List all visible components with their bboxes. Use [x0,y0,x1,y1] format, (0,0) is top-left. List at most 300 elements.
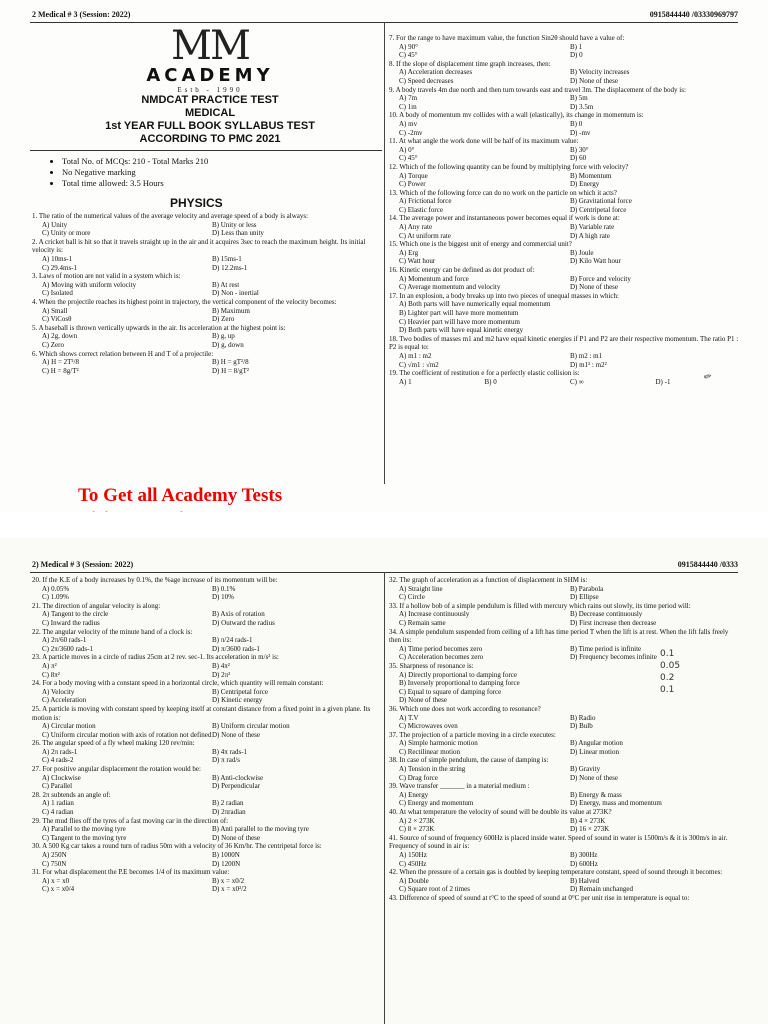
answer-option: D) Energy, mass and momentum [570,799,662,808]
answer-option: A) mv [399,119,418,128]
answer-option: B) 15ms-1 [212,254,242,263]
question-text: 30. A 500 Kg car takes a round turn of radius 50m with a velocity of 36 Km/hr. The centripetal force is: [32,842,322,851]
answer-option: D) Energy [570,180,600,189]
answer-options [32,610,382,627]
answer-option: A) Both parts will have numerically equal momentum [399,300,551,309]
question-text: 25. A particle is moving with constant speed by keeping itself at constant distance from a fixed point in a given plane. Its motion is: [32,704,371,722]
answer-option: D) Remain unchanged [570,885,633,894]
promo-line: To Get all Academy Tests [78,485,283,506]
answer-option: D) Ellipse [570,593,599,602]
answer-option: B) g, up [212,332,235,341]
answer-option: C) 1.09% [42,593,69,602]
answer-option: A) Energy [399,790,429,799]
answer-option: B) Inversely proportional to damping force [399,679,520,688]
question-item [32,868,382,894]
answer-option: C) 2π/3600 rads-1 [42,644,93,653]
answer-option: D) -mv [570,128,591,137]
answer-option: D) H = 8/gT² [212,366,249,375]
question-text: 12. Which of the following quantity can be found by multiplying force with velocity? [389,162,629,171]
answer-option: B) Centripetal force [212,687,268,696]
question-text: 39. Wave transfer _______ in a material medium : [389,782,530,791]
answer-option: C) 4 radian [42,808,74,817]
answer-option: C) ∞ [570,377,584,386]
answer-options [32,799,382,816]
answer-option: B) Joule [570,248,594,257]
answer-option: D) π rad/s [212,756,241,765]
left-column-questions [32,576,382,894]
answer-option: A) Velocity [42,687,75,696]
answer-option: C) H = 8g/T² [42,366,79,375]
answer-option: C) Tangent to the moving tyre [42,833,127,842]
answer-option: D) None of these [570,76,619,85]
question-item [389,60,741,86]
answer-options [389,94,741,111]
title-line: 1st YEAR FULL BOOK SYLLABUS TEST [105,120,315,132]
page-header-right: 0915844440 /0333 [677,560,738,569]
academy-logo [120,23,300,94]
answer-option: A) 0.05% [42,584,70,593]
answer-option: A) Circular motion [42,722,96,731]
answer-option: D) Both parts will have equal kinetic energy [399,326,524,335]
answer-options [32,722,382,739]
answer-option: D) None of these [570,773,619,782]
answer-option: B) 1 [570,42,583,51]
answer-options [389,714,741,731]
answer-options [32,877,382,894]
question-item [389,240,741,266]
answer-option: C) At uniform rate [399,231,451,240]
question-item [389,163,741,189]
question-item [32,272,382,298]
left-column-questions [32,212,382,375]
answer-option: A) Parallel to the moving tyre [42,825,126,834]
answer-option: A) 250N [42,851,67,859]
question-item [32,298,382,324]
question-text: 16. Kinetic energy can be defined as dot product of: [389,266,535,275]
answer-option: A) T.V [399,713,419,722]
answer-option: C) Zero [42,340,64,349]
answer-options [389,739,741,756]
answer-option: C) 45° [399,51,418,60]
question-text: 21. The direction of angular velocity is along: [32,601,161,610]
answer-option: A) Any rate [399,223,433,232]
answer-option: A) Directly proportional to damping force [399,670,517,679]
question-item [389,756,741,782]
answer-options [389,610,741,627]
question-text: 7. For the range to have maximum value, the function Sin2θ should have a value of: [389,34,625,42]
answer-option: C) Power [399,180,426,189]
section-heading: PHYSICS [170,196,223,210]
answer-option: D) 12.2ms-1 [212,263,248,272]
question-text: 13. Which of the following force can do no work on the particle on which it acts? [389,188,617,197]
answer-option: A) 2g, down [42,332,78,341]
question-item [32,628,382,654]
question-text: 32. The graph of acceleration as a function of displacement in SHM is: [389,576,588,584]
answer-option: B) x = x0/2 [212,876,245,885]
question-item [389,335,741,369]
info-item: • Total No. of MCQs: 210 - Total Marks 210 [62,156,208,167]
answer-option: D) 600Hz [570,859,598,868]
answer-option: D) 16 × 273K [570,825,610,834]
answer-option: A) 10ms-1 [42,254,73,263]
answer-option: D) Non - inertial [212,289,259,298]
question-item [389,662,741,705]
answer-option: C) Acceleration [42,696,87,705]
question-item [32,212,382,238]
answer-options [389,791,741,808]
question-text: 35. Sharpness of resonance is: [389,661,474,670]
question-item [32,705,382,739]
question-text: 26. The angular speed of a fly wheel making 120 rev/min: [32,739,195,748]
answer-option: B) Anti-clockwise [212,773,264,782]
answer-option: D) Less than unity [212,229,264,238]
answer-option: D) x = x0²/2 [212,885,247,894]
answer-option: B) Energy & mass [570,790,622,799]
answer-option: B) 30° [570,145,589,154]
answer-options [32,221,382,238]
answer-option: C) Rectilinear motion [399,747,461,756]
answer-option: B) 2 radian [212,799,244,808]
answer-options [389,223,741,240]
answer-option: A) Time period becomes zero [399,644,483,653]
answer-option: D) 2πradian [212,808,246,817]
answer-option: A) Tension in the string [399,765,466,774]
answer-option: D) -1 [655,377,671,386]
question-item [389,34,741,60]
page-header-left: 2 Medical # 3 (Session: 2022) [32,10,131,19]
answer-option: A) Straight line [399,584,443,593]
answer-options [389,43,741,60]
answer-options [389,765,741,782]
question-item [389,111,741,137]
answer-option: A) x = x0 [42,876,70,885]
question-text: 22. The angular velocity of the minute hand of a clock is: [32,627,193,636]
answer-option: C) 450Hz [399,859,427,868]
answer-option: B) Momentum [570,171,612,180]
answer-options [32,255,382,272]
question-item [389,189,741,215]
answer-option: C) 29.4ms-1 [42,263,77,272]
answer-option: C) Energy and momentum [399,799,474,808]
answer-option: A) 2π rads-1 [42,747,78,756]
column-divider [384,572,385,1024]
answer-option: B) Gravitational force [570,197,632,206]
question-text: 41. Source of sound of frequency 600Hz is placed inside water. Speed of sound in water is 1500m/s & it is 300m/s in air. Frequency of sound in air is: [389,833,728,851]
answer-option: A) Momentum and force [399,274,469,283]
question-text: 29. The mud flies off the tyres of a fast moving car in the direction of: [32,816,229,825]
answer-options [389,585,741,602]
question-text: 1. The ratio of the numerical values of the average velocity and average speed of a body is always: [32,212,309,220]
question-text: 15. Which one is the biggest unit of energy and commercial unit? [389,240,572,249]
page-header-right: 0915844440 /03330969797 [649,10,738,19]
question-item [389,86,741,112]
question-item [32,576,382,602]
question-text: 4. When the projectile reaches its highest point in trajectory, the vertical component of the velocity becomes: [32,297,337,306]
question-item [32,602,382,628]
answer-options [389,378,741,387]
question-text: 24. For a body moving with a constant speed in a horizontal circle, which quantity will remain constant: [32,679,324,688]
title-line: ACCORDING TO PMC 2021 [139,133,281,145]
answer-option: C) Heavier part will have more momentum [399,317,520,326]
answer-options [32,851,382,868]
answer-option: C) Square root of 2 times [399,885,470,894]
answer-option: A) 1 radian [42,799,74,808]
question-text: 23. A particle moves in a circle of radius 25cm at 2 rev. sec-1. Its acceleration in m/s² is: [32,653,279,662]
answer-option: B) 5m [570,94,588,103]
answer-option: B) m2 : m1 [570,351,603,360]
logo-mark: MM [171,23,249,69]
answer-option: C) 1m [399,102,417,111]
question-text: 28. 2π subtends an angle of: [32,790,111,799]
answer-option: A) 7m [399,94,418,103]
answer-option: B) Force and velocity [570,274,631,283]
answer-option: C) Watt hour [399,257,436,266]
answer-option: D) 0 [570,51,583,60]
question-item [389,868,741,894]
answer-options [32,358,382,375]
answer-option: D) None of these [212,833,261,842]
page-2 [0,538,768,1024]
logo-established: Estb - 1990 [177,86,243,94]
answer-option: A) Clockwise [42,773,81,782]
right-column-questions [389,34,741,386]
answer-option: C) Isolated [42,289,73,298]
question-text: 14. The average power and instantaneous power becomes equal if work is done at: [389,214,620,223]
answer-option: B) 300Hz [570,851,598,859]
answer-option: C) √m1 : √m2 [399,360,439,369]
answer-options [32,585,382,602]
answer-options [389,352,741,369]
answer-option: A) Double [399,876,429,885]
answer-option: A) Erg [399,248,419,257]
question-text: 42. When the pressure of a certain gas is doubled by keeping temperature constant, speed of sound through it becomes: [389,868,723,877]
answer-option: A) Increase continuously [399,610,470,619]
column-divider [384,22,385,484]
answer-option: B) Anti parallel to the moving tyre [212,825,309,834]
answer-option: B) π/24 rads-1 [212,636,253,645]
question-text: 33. If a hollow bob of a simple pendulum is filled with mercury which rains out slowly, its time period will: [389,601,691,610]
answer-option: C) 750N [42,859,67,868]
answer-option: B) 0.1% [212,584,236,593]
answer-options [32,825,382,842]
logo-name: ACADEMY [146,65,274,86]
answer-option: A) π² [42,661,57,670]
answer-option: B) Parabola [570,584,604,593]
answer-option: D) Frequency becomes infinite [570,653,657,662]
answer-options [32,307,382,324]
page-header-left: 2) Medical # 3 (Session: 2022) [32,560,134,569]
question-item [389,576,741,602]
answer-option: B) Maximum [212,306,250,315]
answer-option: B) Radio [570,713,596,722]
handwritten-notes: 0.1 0.05 0.2 0.1 [660,649,681,695]
right-column-questions [389,576,741,903]
question-item [389,894,741,903]
answer-option: B) Unity or less [212,220,257,229]
answer-option: B) 4π rads-1 [212,747,248,756]
answer-options [389,300,741,334]
question-text: 5. A baseball is thrown vertically upwards in the air. Its acceleration at the highest point is: [32,323,286,332]
answer-option: B) Variable rate [570,223,615,232]
handwritten-mark: ✎ [702,371,715,383]
answer-option: C) Circle [399,593,425,602]
answer-options [389,275,741,292]
answer-option: D) Outward the radius [212,618,275,627]
answer-options [32,662,382,679]
answer-option: D) First increase then decrease [570,618,657,627]
question-text: 11. At what angle the work done will be half of its maximum value: [389,137,579,146]
answer-option: D) None of these [212,730,261,739]
question-text: 20. If the K.E of a body increases by 0.1%, the %age increase of its momentum will be: [32,576,278,584]
info-item: • No Negative marking [62,167,208,178]
question-item [389,214,741,240]
question-text: 9. A body travels 4m due north and then turn towards east and travel 3m. The displacement of the body is: [389,85,686,94]
answer-option: D) 1200N [212,859,241,868]
answer-option: A) Small [42,306,68,315]
question-item [32,324,382,350]
answer-option: D) Perpendicular [212,782,261,791]
answer-option: B) Lighter part will have more momentum [399,309,519,317]
answer-options [389,120,741,137]
question-item [32,739,382,765]
test-info-list [50,156,208,189]
answer-options [389,645,741,662]
answer-options [389,851,741,868]
answer-option: A) Frictional force [399,197,452,206]
answer-option: A) Unity [42,220,68,229]
question-text: 36. Which one does not work according to resonance? [389,704,541,713]
answer-option: A) m1 : m2 [399,351,432,360]
answer-option: D) A high rate [570,231,610,240]
answer-options [32,332,382,349]
answer-option: C) x = x0/4 [42,885,75,894]
answer-option: D) Kilo Watt hour [570,257,621,266]
page-gap [0,512,768,538]
answer-options [32,688,382,705]
question-item [32,679,382,705]
answer-option: C) Equal to square of damping force [399,687,502,696]
answer-options [389,68,741,85]
question-item [389,292,741,335]
question-item [389,628,741,662]
question-item [32,765,382,791]
answer-option: A) 2π/60 rads-1 [42,636,87,645]
answer-option: A) 2 × 273K [399,816,435,825]
question-item [32,817,382,843]
answer-option: C) 8π² [42,670,60,679]
answer-option: A) Acceleration decreases [399,68,473,77]
answer-option: A) 90° [399,42,418,51]
answer-option: D) None of these [399,696,448,705]
answer-option: C) Elastic force [399,205,443,214]
answer-option: C) ViCosθ [42,315,72,324]
answer-option: C) 4 rads-2 [42,756,74,765]
answer-option: C) Remain same [399,618,446,627]
answer-option: B) Gravity [570,765,601,774]
answer-option: D) 2π² [212,670,231,679]
title-line: NMDCAT PRACTICE TEST [141,94,279,106]
question-text: 27. For positive angular displacement the rotation would be: [32,765,201,774]
answer-option: B) Halved [570,876,599,885]
question-text: 6. Which shows correct relation between H and T of a projectile: [32,349,214,358]
answer-option: A) Moving with uniform velocity [42,280,137,289]
answer-option: C) Unity or more [42,229,91,238]
answer-option: C) Inward the radius [42,618,100,627]
answer-option: D) π/3600 rads-1 [212,644,260,653]
answer-option: C) Microwaves oven [399,722,458,731]
answer-options [32,748,382,765]
answer-option: A) 1 [399,377,412,386]
answer-options [389,817,741,834]
test-title [60,94,360,146]
answer-options [32,774,382,791]
answer-option: C) 45° [399,154,418,163]
answer-option: B) 4 × 273K [570,816,606,825]
question-text: 38. In case of simple pendulum, the cause of damping is: [389,756,549,765]
answer-option: D) None of these [570,283,619,292]
answer-option: B) 1000N [212,851,240,859]
question-text: 37. The projection of a particle moving in a circle executes: [389,730,556,739]
question-text: 8. If the slope of displacement time graph increases, then: [389,59,551,68]
question-item [32,238,382,272]
answer-options [389,172,741,189]
question-text: 43. Difference of speed of sound at t°C to the speed of sound at 0°C per unit rise in temperature is equal to: [389,893,690,902]
answer-options [389,197,741,214]
answer-option: D) m1² : m2² [570,360,607,369]
question-item [32,791,382,817]
answer-options [389,249,741,266]
answer-option: D) Linear motion [570,747,619,756]
question-item [389,137,741,163]
answer-option: B) Decrease continuously [570,610,643,619]
answer-option: B) 4π² [212,661,230,670]
answer-option: C) 8 × 273K [399,825,435,834]
question-item [32,653,382,679]
answer-option: D) Zero [212,315,235,324]
answer-option: D) Bulb [570,722,593,731]
answer-option: D) 10% [212,593,234,602]
answer-option: B) H = gT²/8 [212,358,249,367]
answer-option: D) g, down [212,340,244,349]
title-rule [30,150,382,151]
answer-option: B) At rest [212,280,240,289]
answer-option: D) 3.5m [570,102,594,111]
answer-option: C) Uniform circular motion with axis of rotation not defined [42,730,212,739]
question-text: 2. A cricket ball is hit so that it travels straight up in the air and it acquires 3sec to reach the maximum height. Its initial velocity is: [32,237,366,255]
answer-option: D) Centripetal force [570,205,627,214]
answer-options [389,877,741,894]
answer-option: A) Torque [399,171,428,180]
question-text: 17. In an explosion, a body breaks up into two pieces of unequal masses in which: [389,291,619,300]
answer-options [32,281,382,298]
answer-options [389,146,741,163]
answer-options [32,636,382,653]
question-item [389,834,741,868]
answer-option: B) 0 [484,377,497,386]
answer-option: B) Velocity increases [570,68,630,77]
question-item [389,705,741,731]
answer-option: B) Time period is infinite [570,644,642,653]
answer-option: A) 150Hz [399,851,427,859]
question-item [389,602,741,628]
title-line: MEDICAL [184,107,236,119]
question-item [389,369,741,386]
answer-option: C) Parallel [42,782,73,791]
question-item [389,808,741,834]
question-text: 40. At what temperature the velocity of sound will be double its value at 273K? [389,808,612,817]
answer-option: B) 0 [570,119,583,128]
answer-options [389,671,741,705]
